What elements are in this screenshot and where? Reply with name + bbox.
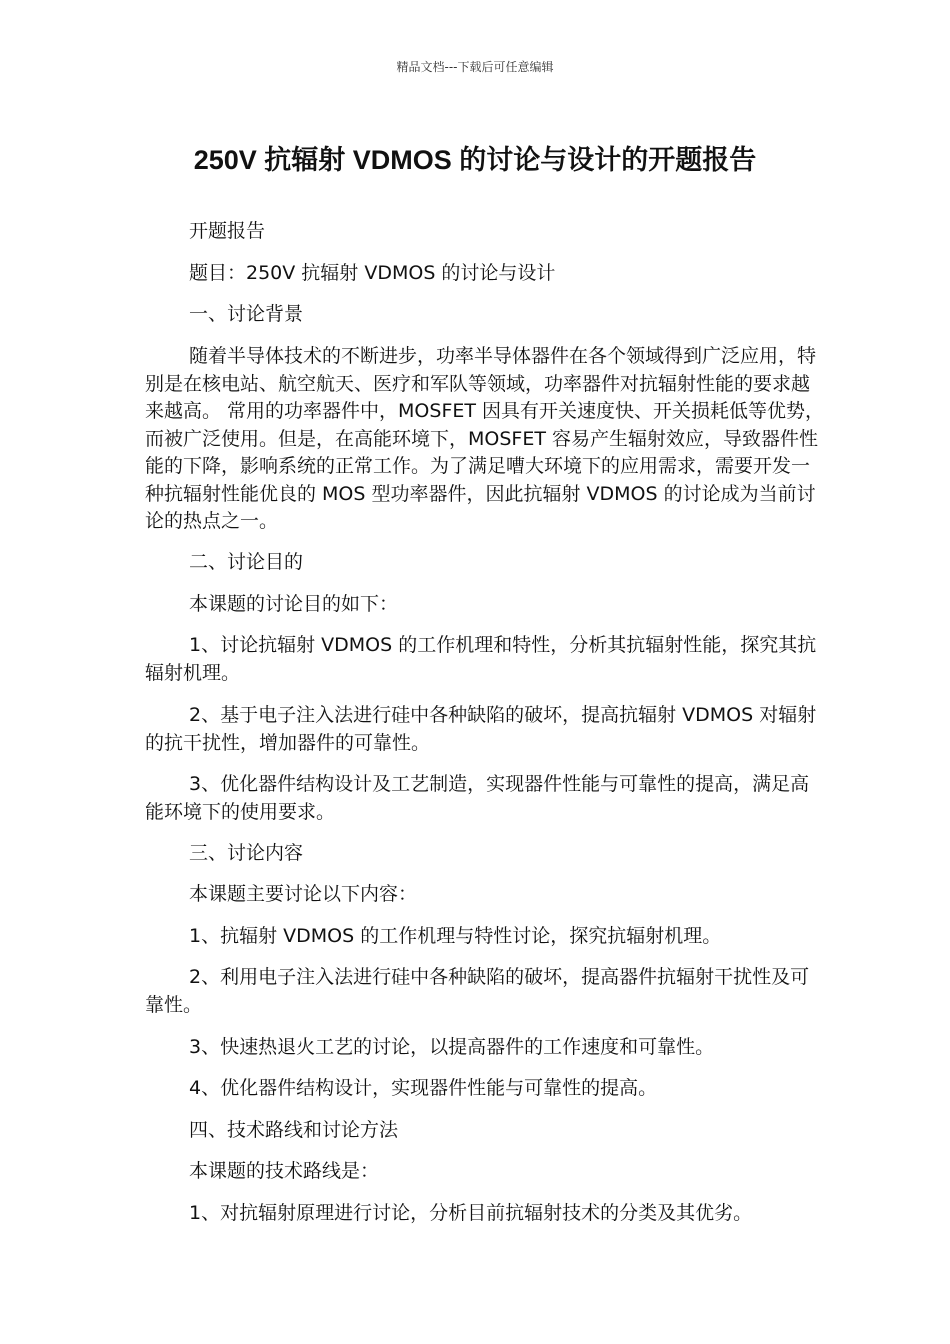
list-item-content-4: 4、优化器件结构设计，实现器件性能与可靠性的提高。 — [189, 1077, 658, 1099]
section-heading-method: 四、技术路线和讨论方法 — [189, 1119, 399, 1141]
section-heading-content: 三、讨论内容 — [189, 842, 304, 864]
section-heading-background: 一、讨论背景 — [189, 303, 304, 325]
document-title: 250V 抗辐射 VDMOS 的讨论与设计的开题报告 — [193, 145, 757, 175]
paragraph-method-intro: 本课题的技术路线是： — [189, 1160, 380, 1182]
paragraph-purpose-intro: 本课题的讨论目的如下： — [189, 593, 399, 615]
paragraph-background-body: 随着半导体技术的不断进步，功率半导体器件在各个领域得到广泛应用，特别是在核电站、航空航天、医疗和军队等领域，功率器件对抗辐射性能的要求越来越高。 常用的功率器件中，MOSFET 因具有开关速度快、开关损耗低等优势，而被广泛使用。但是，在高能环境下，MOSFET 容易产生辐射效应，导致器件性能的下降，影响系统的正常工作。为了满足嘈大环境下的应用需求，需要开发一种抗辐射性能优良的 MOS 型功率器件，因此抗辐射 VDMOS 的讨论成为当前讨论的热点之一。 — [145, 345, 825, 532]
section-heading-purpose: 二、讨论目的 — [189, 551, 304, 573]
list-item-content-1: 1、抗辐射 VDMOS 的工作机理与特性讨论，探究抗辐射机理。 — [189, 925, 722, 947]
list-item-method-1: 1、对抗辐射原理进行讨论，分析目前抗辐射技术的分类及其优劣。 — [189, 1202, 753, 1224]
list-item-purpose-1: 1、讨论抗辐射 VDMOS 的工作机理和特性，分析其抗辐射性能，探究其抗辐射机理。 — [145, 634, 817, 684]
paragraph-topic: 题目：250V 抗辐射 VDMOS 的讨论与设计 — [189, 262, 556, 284]
header-note: 精品文档---下载后可任意编辑 — [396, 60, 554, 74]
list-item-purpose-2: 2、基于电子注入法进行硅中各种缺陷的破坏，提高抗辐射 VDMOS 对辐射的抗干扰性，增加器件的可靠性。 — [145, 704, 817, 754]
paragraph-report-label: 开题报告 — [189, 220, 266, 242]
list-item-content-3: 3、快速热退火工艺的讨论，以提高器件的工作速度和可靠性。 — [189, 1036, 715, 1058]
list-item-purpose-3: 3、优化器件结构设计及工艺制造，实现器件性能与可靠性的提高，满足高能环境下的使用要求。 — [145, 773, 810, 823]
list-item-content-2: 2、利用电子注入法进行硅中各种缺陷的破坏，提高器件抗辐射干扰性及可靠性。 — [145, 966, 810, 1016]
paragraph-content-intro: 本课题主要讨论以下内容： — [189, 883, 418, 905]
